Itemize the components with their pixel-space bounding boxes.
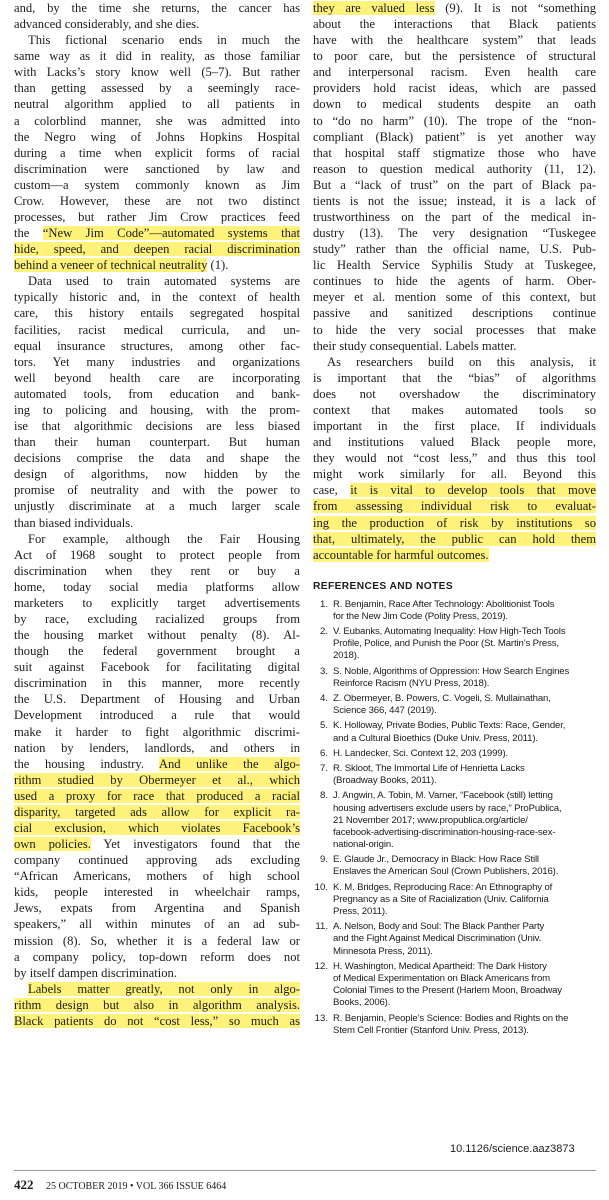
text-segment: trustworthiness on the part of the medical in- [313,210,596,225]
reference-number: 6. [319,747,328,759]
text-line [14,177,300,193]
text-segment: that hospital staff stigmatize those who have [313,145,596,160]
text-segment: kids, people interested in wheelchair ramps, [14,885,300,900]
text-line [313,338,596,354]
text-line [14,273,300,289]
reference-text: Science 366, 447 (2019). [333,705,437,717]
reference-text: 21 November 2017; www.propublica.org/article/ [333,814,528,826]
highlighted-text: used a proxy for race that produced a racial [14,788,300,803]
text-segment: passive and sanitized descriptions continue [313,306,596,321]
reference-item [313,1013,596,1037]
text-line [14,96,300,112]
text-line [313,466,596,482]
reference-gap [313,1037,596,1040]
reference-text: and a Cultural Bioethics (Duke Univ. Press, 2011). [333,732,538,744]
text-segment: dustry (13). The very designation “Tuskegee [313,226,596,241]
reference-text: of Medical Experimentation on Black Americans from [333,972,550,984]
text-line [14,884,300,900]
text-line [313,322,596,338]
text-line [14,354,300,370]
highlighted-text: accountable for harmful outcomes. [313,547,489,562]
text-segment: (9). It is not “something [434,1,596,15]
text-line [14,450,300,466]
text-segment: during a time when explicit forms of racial [14,145,300,160]
highlighted-text: disparity, targeted ads allow for explicit ra- [14,804,300,819]
reference-number: 5. [319,720,328,732]
text-line [14,563,300,579]
text-line [14,322,300,338]
reference-text: Books, 2006). [333,997,391,1009]
text-segment: about the interactions that Black patients [313,17,596,32]
text-line [14,209,300,225]
reference-text: Z. Obermeyer, B. Powers, C. Vogeli, S. Mullainathan, [333,693,551,705]
reference-number: 2. [319,626,328,638]
text-line [313,515,596,531]
text-segment: the Negro wing of Johns Hopkins Hospital [14,129,300,144]
text-line [313,0,596,16]
text-segment: care, this history entails segregated hospital [14,306,300,321]
text-line [14,772,300,788]
highlighted-text: “New Jim Code”—automated systems that [42,226,300,241]
text-segment: the housing industry. [14,756,159,771]
text-segment: continues to hide the agents of harm. Ober- [313,274,596,289]
reference-number: 10. [314,881,328,893]
text-line [14,466,300,482]
highlighted-text: rithm design but also in algorithm analysis. [14,997,300,1012]
reference-number: 3. [319,665,328,677]
text-segment: and institutions valued Black people more, [313,435,596,450]
text-line [14,579,300,595]
text-line [14,643,300,659]
text-segment: make it harder to fight algorithmic discrimi- [14,724,300,739]
text-line [14,916,300,932]
reference-number: 12. [314,960,328,972]
text-line [313,161,596,177]
highlighted-text: hide, speed, and deepen racial discrimination [14,242,300,257]
text-segment: and interpersonal racism. Even health care [313,65,596,80]
text-segment: discrimination when they rent or buy a [14,563,300,578]
footer-rule [14,1170,596,1171]
text-segment: speakers,” all within minutes of an ad sub- [14,917,300,932]
right-column-body [313,0,596,563]
text-line [313,80,596,96]
reference-text: and the Fight Against Medical Discrimination (Univ. [333,933,542,945]
page-number: 422 [14,1177,34,1192]
text-segment: have with the healthcare system” that leads [313,33,596,48]
text-segment: facilities, racist medical curricula, and un- [14,322,300,337]
text-line [313,370,596,386]
text-line [14,1013,300,1029]
text-line [313,96,596,112]
reference-text: H. Washington, Medical Apartheid: The Dark History [333,960,547,972]
text-line [313,257,596,273]
text-segment: reason to question medical authority (11, 12). [313,161,596,176]
text-line [14,707,300,723]
text-line [14,820,300,836]
text-line [14,900,300,916]
highlighted-text: it is vital to develop tools that move [350,483,597,498]
reference-item [313,599,596,623]
reference-text: R. Benjamin, People’s Science: Bodies and Rights on the [333,1012,569,1024]
text-line [313,482,596,498]
reference-text: Enslaves the American Soul (Crown Publishers, 2016). [333,866,559,878]
references-heading: REFERENCES AND NOTES [313,580,454,592]
text-segment: is important that the “bias” of algorithms [313,370,596,385]
text-line [313,531,596,547]
text-line [313,434,596,450]
text-segment: typically historic and, in the context of health [14,290,300,305]
text-line [313,450,596,466]
reference-text: national-origin. [333,839,394,851]
reference-item [313,720,596,744]
text-segment: unjustly discriminate at a much larger scale [14,499,300,514]
text-line [14,852,300,868]
reference-item [313,961,596,1010]
text-segment: to poor care, but the persistence of structural [313,49,596,64]
text-segment: important in the first place. If individuals [313,419,596,434]
reference-number: 11. [315,921,328,933]
text-segment: As researchers build on this analysis, it [327,354,596,369]
text-segment: with Lacks’s story know well (5–7). But rather [14,65,300,80]
text-line [14,402,300,418]
text-segment: the housing market without penalty (8). Al- [14,628,300,643]
reference-text: S. Noble, Algorithms of Oppression: How Search Engines [333,665,570,677]
text-line [313,418,596,434]
text-segment: well beyond health care are incorporating [14,370,300,385]
reference-text: J. Angwin, A. Tobin, M. Varner, “Facebook (still) letting [333,790,553,802]
text-line [14,113,300,129]
text-segment: context that makes automated tools so [313,402,596,417]
text-line [313,113,596,129]
text-line [14,804,300,820]
text-line [14,611,300,627]
reference-text: housing advertisers exclude users by race,” ProPublica, [333,802,562,814]
reference-text: Pregnancy as a Site of Racialization (Univ. California [333,893,549,905]
text-line [14,338,300,354]
text-line [313,16,596,32]
text-line [14,531,300,547]
text-segment: than getting assessed by a seemingly race- [14,81,300,96]
text-line [313,48,596,64]
text-line [313,225,596,241]
text-segment: nation by lenders, landlords, and others in [14,740,300,755]
text-segment: Development introduced a rule that would [14,708,300,723]
reference-item [313,882,596,919]
reference-text: R. Skloot, The Immortal Life of Henrietta Lacks [333,762,525,774]
text-line [14,756,300,772]
text-segment: compliant (Black) patient” is yet another way [313,129,596,144]
text-segment: their study consequential. Labels matter. [313,338,517,353]
reference-item [313,790,596,851]
text-line [14,788,300,804]
text-line [14,48,300,64]
reference-text: Colonial Times to the Present (Harlem Moon, Broadway [333,985,562,997]
reference-text: Reinforce Racism (NYU Press, 2018). [333,677,490,689]
text-line [14,16,300,32]
text-line [14,515,300,531]
reference-text: R. Benjamin, Race After Technology: Abolitionist Tools [333,598,555,610]
text-line [14,740,300,756]
text-segment: does not overshadow the discriminatory [313,386,596,401]
highlighted-text: that, ultimately, the public can hold them [313,531,596,546]
reference-text: facebook-advertising-discrimination-housing-race-sex- [333,826,556,838]
text-segment: automated tools, from education and bank- [14,386,300,401]
text-segment: by race, excluding racialized groups from [14,611,300,626]
text-segment: “African Americans, mothers of high school [14,869,300,884]
text-line [14,933,300,949]
reference-item [313,626,596,663]
reference-item [313,693,596,717]
reference-number: 7. [319,762,328,774]
text-segment: advanced considerably, and she dies. [14,17,200,32]
highlighted-text: And unlike the algo- [158,756,300,771]
text-line [14,836,300,852]
text-line [14,64,300,80]
reference-text: K. Holloway, Private Bodies, Public Texts: Race, Gender, [333,720,566,732]
text-segment: Jews, expats from Argentina and Spanish [14,901,300,916]
text-segment: home, today social media platforms allow [14,579,300,594]
text-segment: case, [313,483,351,498]
text-segment: suit against Facebook for facilitating digital [14,660,300,675]
highlighted-text: cial exclusion, which violates Facebook’s [14,820,300,835]
reference-text: 2018). [333,650,360,662]
text-segment: discrimination in this manner, more recently [14,676,300,691]
issue-info: 25 OCTOBER 2019 • VOL 366 ISSUE 6464 [46,1181,227,1192]
text-segment: providers hold racist ideas, which are passed [313,81,596,96]
reference-text: V. Eubanks, Automating Inequality: How High-Tech Tools [333,626,566,638]
reference-item [313,854,596,878]
text-segment: by itself dampen discrimination. [14,965,177,980]
text-segment: decisions comprise the data and shape the [14,451,300,466]
text-segment: and, by the time she returns, the cancer has [14,1,300,15]
left-column [14,0,300,1029]
text-line [14,868,300,884]
text-segment: study” rather than the official name, U.S. Pub- [313,242,596,257]
reference-item [313,763,596,787]
right-column [313,0,596,1040]
reference-text: A. Nelson, Body and Soul: The Black Panther Party [333,921,545,933]
text-line [14,418,300,434]
text-line [14,145,300,161]
text-line [313,241,596,257]
highlighted-text: behind a veneer of technical neutrality [14,258,208,273]
text-line [14,80,300,96]
text-segment: tors. Yet many industries and organizations [14,354,300,369]
text-line [14,981,300,997]
text-line [313,177,596,193]
text-line [14,129,300,145]
text-segment: a colorblind manner, she was admitted into [14,113,300,128]
text-line [313,289,596,305]
text-line [14,547,300,563]
reference-item [313,666,596,690]
text-segment: neutral algorithm applied to all patients in [14,97,300,112]
text-line [313,145,596,161]
text-line [14,482,300,498]
text-segment: a company policy, top-down reform does not [14,949,300,964]
highlighted-text: ing the production of risk by institutions so [313,515,596,530]
reference-text: Profile, Police, and Punish the Poor (St. Martin’s Press, [333,638,559,650]
text-line [313,32,596,48]
reference-text: (Broadway Books, 2011). [333,775,437,787]
reference-number: 13. [314,1012,328,1024]
text-line [14,659,300,675]
text-segment: ing to policing and housing, with the prom- [14,402,300,417]
highlighted-text: Black patients do not “cost less,” so much as [14,1013,300,1028]
text-segment: (1). [207,258,229,273]
reference-text: Press, 2011). [333,906,388,918]
text-segment: Yet investigators found that the [90,837,300,852]
reference-text: E. Glaude Jr., Democracy in Black: How Race Still [333,854,539,866]
reference-text: H. Landecker, Sci. Context 12, 203 (1999). [333,747,509,759]
reference-number: 9. [319,854,328,866]
text-segment: to “do no harm” (10). The trope of the “non- [313,113,596,128]
text-segment: equal insurance structures, among other fac- [14,338,300,353]
text-segment: the [14,226,43,241]
text-segment: custom—a system commonly known as Jim [14,177,300,192]
text-line [14,386,300,402]
text-line [14,997,300,1013]
page-footer [14,1176,226,1194]
text-segment: to hide the very social processes that make [313,322,596,337]
reference-text: Minnesota Press, 2011). [333,945,433,957]
reference-number: 8. [319,790,328,802]
text-segment: Act of 1968 sought to protect people from [14,547,300,562]
text-segment: Crow. However, these are not two distinct [14,193,300,208]
text-segment: lic Health Service Syphilis Study at Tuskegee, [313,258,596,273]
text-segment: For example, although the Fair Housing [28,531,300,546]
reference-number: 1. [319,598,328,610]
text-line [313,193,596,209]
text-segment: design of algorithms, now hidden by the [14,467,300,482]
text-segment: tients is not the issue; instead, it is a lack of [313,193,596,208]
reference-text: Stem Cell Frontier (Stanford Univ. Press, 2013). [333,1024,529,1036]
reference-text: K. M. Bridges, Reproducing Race: An Ethnography of [333,881,553,893]
text-segment: But a “lack of trust” on the part of Black pa- [313,177,596,192]
text-line [14,305,300,321]
reference-number: 4. [319,693,328,705]
text-line [14,595,300,611]
text-line [313,386,596,402]
text-line [14,241,300,257]
text-segment: than their human counterpart. But human [14,435,300,450]
text-line [14,724,300,740]
reference-text: for the New Jim Code (Polity Press, 2019). [333,610,508,622]
highlighted-text: from assessing individual risk to evaluat- [313,499,596,514]
text-line [313,354,596,370]
text-line [313,209,596,225]
text-segment: meyer et al. mention some of this context, but [313,290,596,305]
text-line [313,402,596,418]
text-segment: discrimination were sanctioned by law and [14,161,300,176]
text-segment: Data used to train automated systems are [28,274,300,289]
text-segment: might work similarly for all. Beyond this [313,467,596,482]
text-line [313,64,596,80]
text-segment: though the federal government brought a [14,644,300,659]
highlighted-text: Labels matter greatly, not only in algo- [28,981,300,996]
text-line [14,627,300,643]
text-segment: same way as it did in reality, as those familiar [14,49,300,64]
text-segment: ise that algorithmic decisions are less biased [14,419,300,434]
text-segment: processes, but rather Jim Crow practices feed [14,210,300,225]
text-line [14,161,300,177]
text-line [313,129,596,145]
text-line [14,498,300,514]
text-segment: down to medical students despite an oath [313,97,596,112]
highlighted-text: own policies. [14,837,91,852]
text-line [14,691,300,707]
text-line [14,193,300,209]
text-line [313,547,596,563]
text-line [14,257,300,273]
references-list [313,599,596,1040]
highlighted-text: they are valued less [313,1,435,15]
text-segment: they would not “cost less,” and thus this tool [313,451,596,466]
text-line [14,434,300,450]
text-segment: marketers to explicitly target advertisements [14,595,300,610]
text-line [14,675,300,691]
text-line [14,0,300,16]
text-segment: company continued approving ads excluding [14,853,300,868]
text-segment: mission (8). So, whether it is a federal law or [14,933,300,948]
text-segment: promise of neutrality and with the power to [14,483,300,498]
text-segment: This fictional scenario ends in much the [28,33,300,48]
doi-link[interactable]: 10.1126/science.aaz3873 [450,1143,575,1155]
text-segment: than biased individuals. [14,515,134,530]
highlighted-text: rithm studied by Obermeyer et al., which [14,772,300,787]
text-segment: the U.S. Department of Housing and Urban [14,692,300,707]
text-line [14,965,300,981]
text-line [14,225,300,241]
text-line [14,32,300,48]
text-line [14,949,300,965]
text-line [14,370,300,386]
reference-item [313,748,596,760]
text-line [313,305,596,321]
text-line [313,498,596,514]
text-line [313,273,596,289]
reference-item [313,921,596,958]
text-line [14,289,300,305]
